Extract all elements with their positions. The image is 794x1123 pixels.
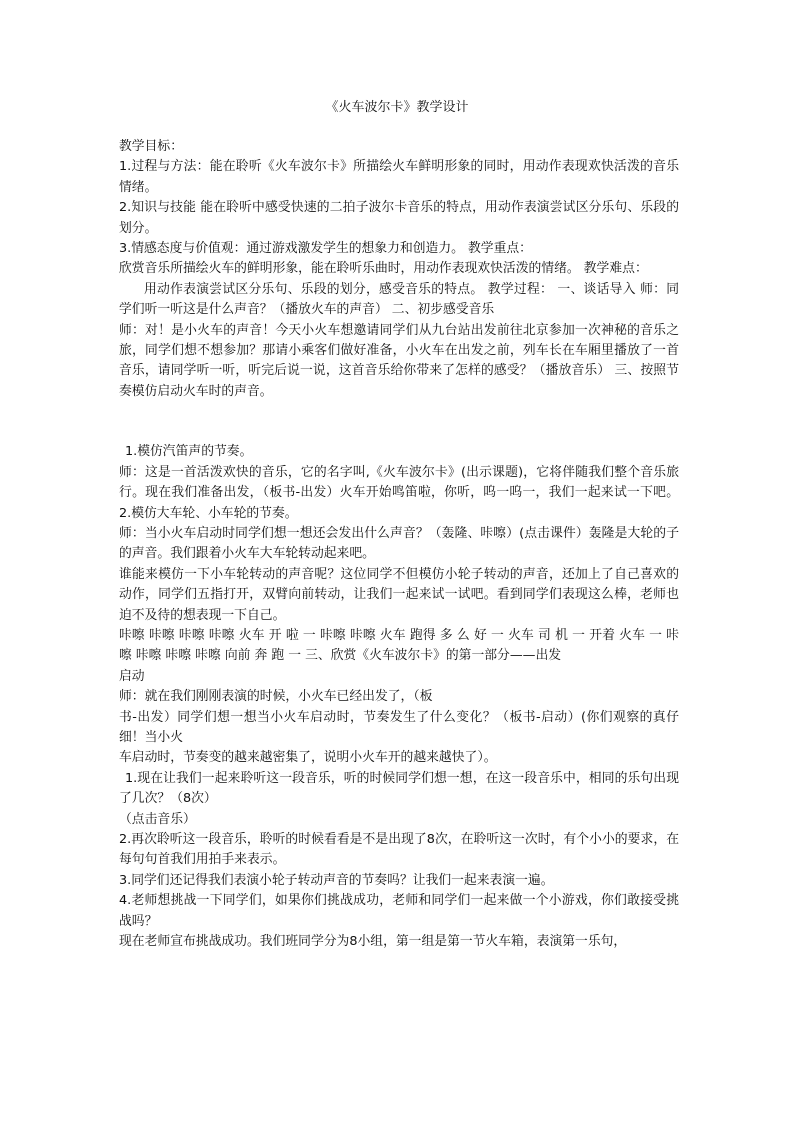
paragraph-objective-1: 1.过程与方法：能在聆听《火车波尔卡》所描绘火车鲜明形象的同时，用动作表现欢快活泼的音乐情绪。 xyxy=(119,159,679,195)
paragraph-teacher-intro: 师：这是一首活泼欢快的音乐，它的名字叫,《火车波尔卡》(出示课题)，它将伴随我们整个音乐旅行。现在我们准备出发，（板书-出发）火车开始鸣笛啦，你听，呜一呜一，我们一起来试一下吧。 2.模仿大车轮、小车轮的节奏。 xyxy=(119,464,679,521)
paragraph-step-whistle: 1.模仿汽笛声的节奏。 xyxy=(125,444,253,460)
paragraph-challenge: 4.老师想挑战一下同学们，如果你们挑战成功，老师和同学们一起来做一个小游戏，你们敢接受挑战吗？ xyxy=(119,893,679,929)
paragraph-start: 启动 xyxy=(119,668,145,684)
paragraph-small-wheel: 谁能来模仿一下小车轮转动的声音呢？这位同学不但模仿小轮子转动的声音，还加上了自己喜欢的动作，同学们五指打开，双臂向前转动，让我们一起来试一试吧。看到同学们表现这么棒，老师也迫不及待的想表现一下自己。 xyxy=(119,566,679,623)
paragraph-teacher-board-3: 车启动时，节奏变的越来越密集了，说明小火车开的越来越快了）。 xyxy=(119,750,497,766)
paragraph-intro-dialogue: 师：对！是小火车的声音！今天小火车想邀请同学们从九台站出发前往北京参加一次神秘的音乐之旅，同学们想不想参加？那请小乘客们做好准备，小火车在出发之前，列车长在车厢里播放了一首音乐，请同学听一听，听完后说一说，这首音乐给你带来了怎样的感受？（播放音乐） 三、按照节奏模仿启动火车时的声音。 xyxy=(119,322,679,399)
paragraph-teacher-board-1: 师：就在我们刚刚表演的时候，小火车已经出发了，（板 xyxy=(119,689,433,705)
paragraph-wheel-sound: 师：当小火车启动时同学们想一想还会发出什么声音？（轰隆、咔嚓）(点击课件）轰隆是大轮的子的声音。我们跟着小火车大车轮转动起来吧。 xyxy=(119,525,679,562)
paragraph-listen-1: 1.现在让我们一起来聆听这一段音乐，听的时候同学们想一想，在这一段音乐中，相同的乐句出现了几次？（8次） xyxy=(119,770,679,807)
paragraph-difficulties: 用动作表演尝试区分乐句、乐段的划分，感受音乐的特点。 教学过程： 一、谈话导入 师：同学们听一听这是什么声音？（播放火车的声音） 二、初步感受音乐 xyxy=(119,281,679,318)
paragraph-gap xyxy=(119,402,679,442)
paragraph-objectives-heading: 教学目标： xyxy=(119,139,183,154)
paragraph-key-points: 欣赏音乐所描绘火车的鲜明形象，能在聆听乐曲时，用动作表现欢快活泼的情绪。 教学难点： xyxy=(119,261,648,277)
paragraph-listen-2: 2.再次聆听这一段音乐，聆听的时候看看是不是出现了8次，在聆听这一次时，有个小小的要求，在每句句首我们用拍手来表示。 xyxy=(119,832,679,868)
paragraph-listen-3: 3.同学们还记得我们表演小轮子转动声音的节奏吗？让我们一起来表演一遍。 xyxy=(119,872,554,888)
paragraph-objective-2: 2.知识与技能 能在聆听中感受快速的二拍子波尔卡音乐的特点，用动作表演尝试区分乐句、乐段的划分。 xyxy=(119,200,679,236)
document-title: 《火车波尔卡》教学设计 xyxy=(325,100,469,115)
paragraph-rhythm-lyrics: 咔嚓 咔嚓 咔嚓 咔嚓 火车 开 啦 一 咔嚓 咔嚓 火车 跑得 多 么 好 一 火车 司 机 一 开着 火车 一 咔嚓 咔嚓 咔嚓 咔嚓 向前 奔 跑 一 三、欣赏《火车波尔卡》的第一部分——出发 xyxy=(119,627,679,664)
paragraph-teacher-board-2: 书-出发）同学们想一想当小火车启动时，节奏发生了什么变化？（板书-启动）(你们观察的真仔细！当小火 xyxy=(119,709,679,745)
document-body xyxy=(119,137,679,952)
paragraph-click-music: （点击音乐） xyxy=(119,811,196,827)
paragraph-groups: 现在老师宣布挑战成功。我们班同学分为8小组，第一组是第一节火车箱，表演第一乐句， xyxy=(119,934,627,950)
paragraph-objective-3: 3.情感态度与价值观：通过游戏激发学生的想象力和创造力。 教学重点： xyxy=(119,241,532,257)
